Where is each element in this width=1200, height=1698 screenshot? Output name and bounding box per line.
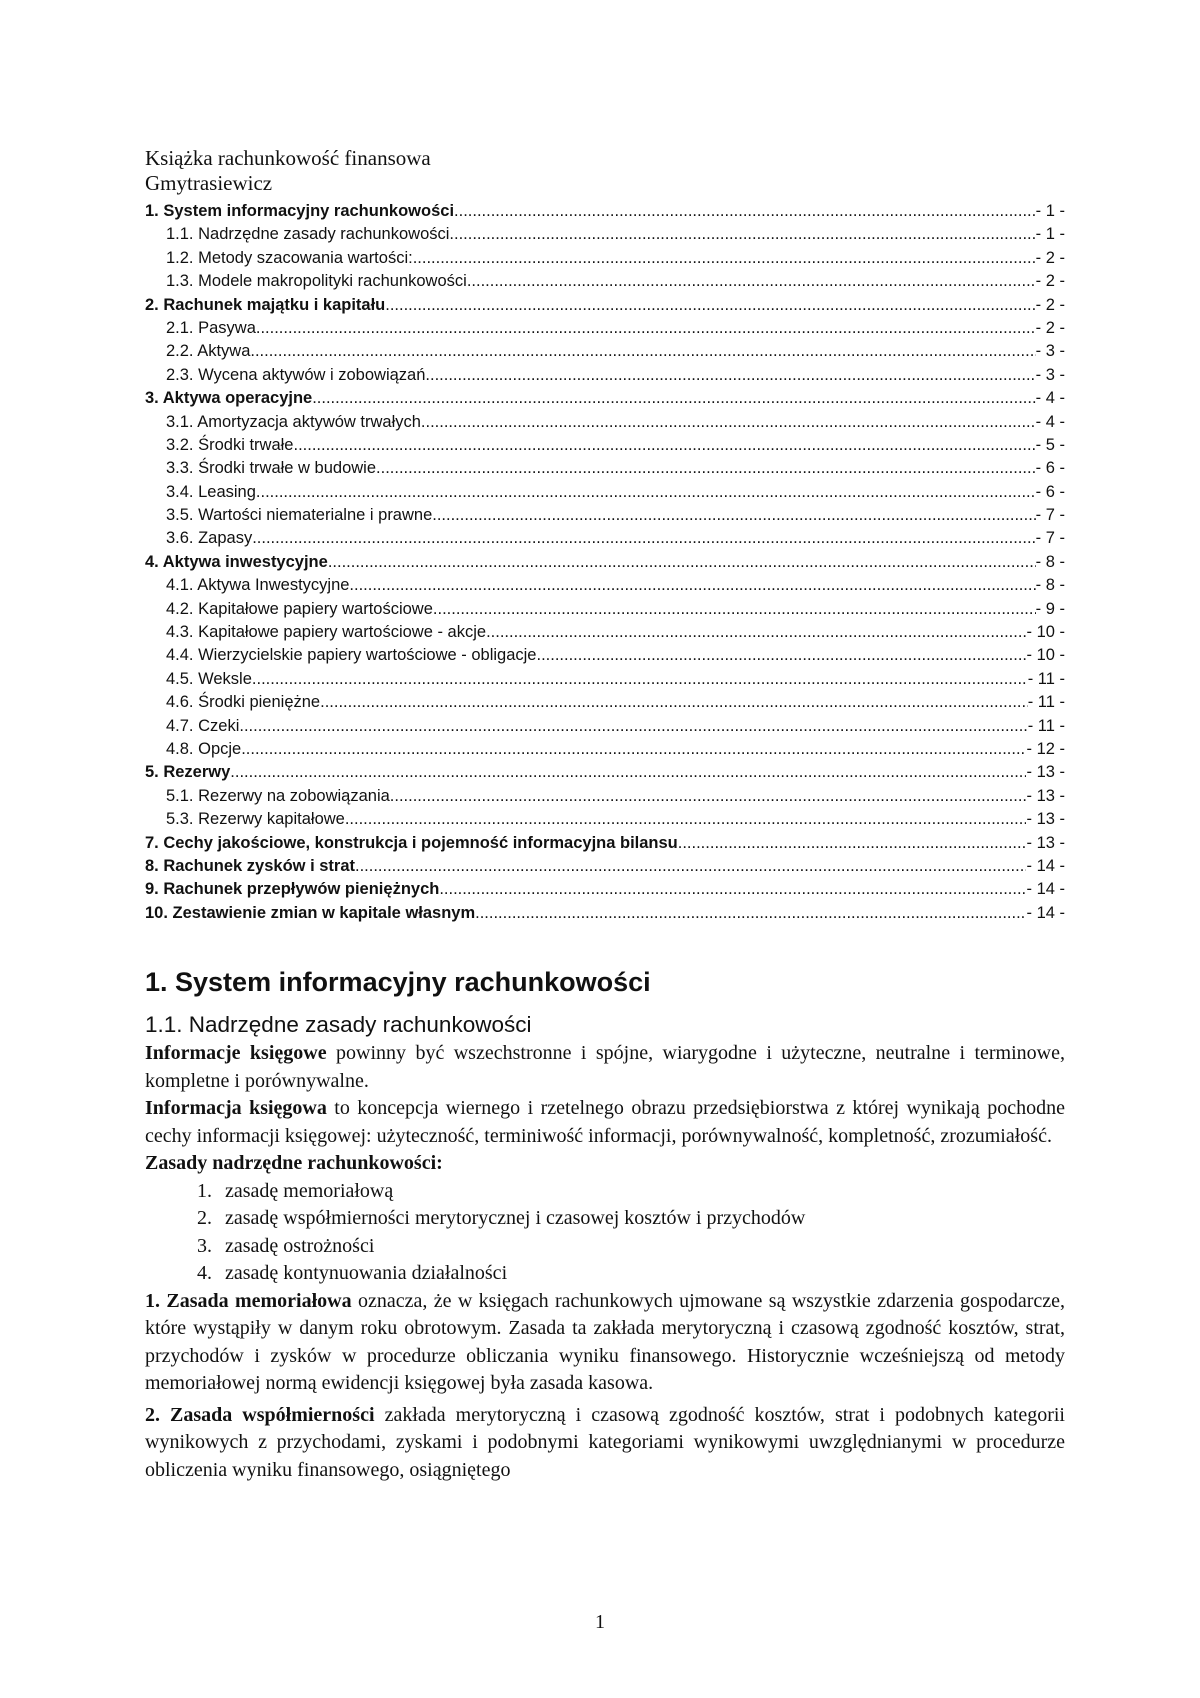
toc-entry-title: 1. System informacyjny rachunkowości bbox=[145, 201, 455, 220]
toc-entry-page: - 6 - bbox=[1035, 459, 1065, 478]
toc-entry[interactable] bbox=[145, 574, 1065, 597]
toc-entry-page: - 13 - bbox=[1026, 763, 1065, 782]
toc-entry-title: 3.6. Zapasy bbox=[166, 529, 253, 548]
toc-entry-title: 2.3. Wycena aktywów i zobowiązań bbox=[166, 365, 426, 384]
toc-leader-dots bbox=[413, 247, 1036, 270]
toc-entry-title: 3.5. Wartości niematerialne i prawne bbox=[166, 506, 433, 525]
toc-entry-title: 1.3. Modele makropolityki rachunkowości bbox=[166, 272, 467, 291]
toc-leader-dots bbox=[241, 738, 1026, 761]
toc-entry[interactable] bbox=[145, 457, 1065, 480]
toc-entry-page: - 1 - bbox=[1035, 201, 1065, 220]
principles-heading bbox=[145, 1150, 1065, 1178]
toc-leader-dots bbox=[439, 878, 1026, 901]
toc-entry-title: 2. Rachunek majątku i kapitału bbox=[145, 295, 386, 314]
toc-entry-title: 1.1. Nadrzędne zasady rachunkowości bbox=[166, 225, 450, 244]
toc-entry-title: 4. Aktywa inwestycyjne bbox=[145, 552, 328, 571]
toc-entry-page: - 3 - bbox=[1035, 365, 1065, 384]
toc-entry-page: - 4 - bbox=[1035, 389, 1065, 408]
toc-entry-page: - 11 - bbox=[1027, 693, 1065, 712]
toc-entry[interactable] bbox=[145, 200, 1065, 223]
toc-entry-page: - 14 - bbox=[1026, 903, 1065, 922]
toc-leader-dots bbox=[252, 668, 1028, 691]
toc-entry-title: 4.7. Czeki bbox=[166, 716, 240, 735]
toc-entry[interactable] bbox=[145, 223, 1065, 246]
toc-leader-dots bbox=[425, 364, 1035, 387]
toc-leader-dots bbox=[256, 481, 1036, 504]
toc-entry[interactable] bbox=[145, 878, 1065, 901]
paragraph-text: oznacza, że w księgach rachunkowych ujmowane są wszystkie zdarzenia gospodarcze, które wystąpiły w danym roku obrotowym. Zasada ta zakłada merytoryczną i czasową zgodność kosztów, strat, przychodów i zysków w procedurze obliczania wyniku finansowego. Historycznie wcześniejszą od metody memoriałowej normą ewidencji księgowej była zasada kasowa. bbox=[145, 1289, 1065, 1395]
toc-entry[interactable] bbox=[145, 340, 1065, 363]
toc-leader-dots bbox=[252, 527, 1035, 550]
toc-entry[interactable] bbox=[145, 621, 1065, 644]
toc-entry[interactable] bbox=[145, 785, 1065, 808]
table-of-contents bbox=[145, 200, 1065, 925]
toc-leader-dots bbox=[230, 761, 1026, 784]
toc-entry[interactable] bbox=[145, 715, 1065, 738]
toc-entry-title: 5.3. Rezerwy kapitałowe bbox=[166, 810, 345, 829]
toc-entry-title: 3.1. Amortyzacja aktywów trwałych bbox=[166, 412, 421, 431]
document-author: Gmytrasiewicz bbox=[145, 171, 273, 195]
toc-leader-dots bbox=[678, 832, 1027, 855]
toc-leader-dots bbox=[250, 340, 1035, 363]
toc-entry-title: 5.1. Rezerwy na zobowiązania bbox=[166, 786, 390, 805]
toc-entry[interactable] bbox=[145, 270, 1065, 293]
toc-entry-title: 3.2. Środki trwałe bbox=[166, 435, 294, 454]
paragraph-informacje bbox=[145, 1040, 1065, 1095]
toc-entry[interactable] bbox=[145, 738, 1065, 761]
toc-entry-page: - 7 - bbox=[1035, 506, 1065, 525]
toc-entry[interactable] bbox=[145, 294, 1065, 317]
toc-entry[interactable] bbox=[145, 761, 1065, 784]
toc-entry-page: - 12 - bbox=[1026, 739, 1065, 758]
toc-entry[interactable] bbox=[145, 247, 1065, 270]
toc-entry-page: - 2 - bbox=[1035, 272, 1065, 291]
term-zasada-memorialowa: 1. Zasada memoriałowa bbox=[145, 1289, 352, 1312]
toc-entry[interactable] bbox=[145, 668, 1065, 691]
toc-entry-page: - 8 - bbox=[1035, 576, 1065, 595]
list-item: 2. zasadę współmierności merytorycznej i czasowej kosztów i przychodów bbox=[217, 1205, 1065, 1233]
toc-entry-title: 8. Rachunek zysków i strat bbox=[145, 856, 355, 875]
toc-entry-page: - 10 - bbox=[1026, 646, 1065, 665]
subsection-heading: 1.1. Nadrzędne zasady rachunkowości bbox=[145, 1012, 532, 1038]
toc-entry[interactable] bbox=[145, 691, 1065, 714]
list-item: 3. zasadę ostrożności bbox=[217, 1233, 1065, 1261]
paragraph-text: powinny być wszechstronne i spójne, wiarygodne i użyteczne, neutralne i terminowe, kompletne i porównywalne. bbox=[145, 1042, 1065, 1092]
toc-entry-page: - 6 - bbox=[1035, 482, 1065, 501]
toc-entry-page: - 4 - bbox=[1035, 412, 1065, 431]
toc-entry-page: - 2 - bbox=[1035, 318, 1065, 337]
toc-entry-title: 3. Aktywa operacyjne bbox=[145, 389, 313, 408]
toc-entry-title: 2.1. Pasywa bbox=[166, 318, 256, 337]
toc-entry-page: - 11 - bbox=[1027, 716, 1065, 735]
toc-entry-title: 4.4. Wierzycielskie papiery wartościowe - obligacje bbox=[166, 646, 537, 665]
toc-entry-title: 3.3. Środki trwałe w budowie bbox=[166, 459, 377, 478]
principles-list bbox=[145, 1178, 1065, 1288]
toc-entry-page: - 13 - bbox=[1026, 833, 1065, 852]
toc-leader-dots bbox=[320, 691, 1028, 714]
toc-entry-page: - 13 - bbox=[1026, 786, 1065, 805]
paragraph-memorialowa bbox=[145, 1288, 1065, 1398]
toc-entry[interactable] bbox=[145, 644, 1065, 667]
toc-entry-title: 3.4. Leasing bbox=[166, 482, 256, 501]
toc-entry[interactable] bbox=[145, 504, 1065, 527]
toc-entry-title: 4.3. Kapitałowe papiery wartościowe - akcje bbox=[166, 623, 487, 642]
toc-entry-page: - 3 - bbox=[1035, 342, 1065, 361]
toc-entry-page: - 14 - bbox=[1026, 880, 1065, 899]
toc-entry[interactable] bbox=[145, 902, 1065, 925]
paragraph-wspolmiernosc bbox=[145, 1402, 1065, 1485]
toc-entry-title: 10. Zestawienie zmian w kapitale własnym bbox=[145, 903, 476, 922]
toc-entry-page: - 13 - bbox=[1026, 810, 1065, 829]
toc-leader-dots bbox=[355, 855, 1026, 878]
toc-leader-dots bbox=[421, 411, 1036, 434]
toc-leader-dots bbox=[536, 644, 1026, 667]
term-informacje-ksiegowe: Informacje księgowe bbox=[145, 1042, 327, 1065]
toc-entry-page: - 2 - bbox=[1035, 295, 1065, 314]
toc-entry[interactable] bbox=[145, 551, 1065, 574]
toc-entry-page: - 2 - bbox=[1035, 248, 1065, 267]
toc-leader-dots bbox=[454, 200, 1036, 223]
toc-entry-title: 4.8. Opcje bbox=[166, 739, 242, 758]
page-number: 1 bbox=[595, 1611, 605, 1633]
toc-leader-dots bbox=[390, 785, 1027, 808]
toc-entry-page: - 10 - bbox=[1026, 623, 1065, 642]
list-item: 1. zasadę memoriałową bbox=[217, 1178, 1065, 1206]
toc-leader-dots bbox=[349, 574, 1035, 597]
list-item: 4. zasadę kontynuowania działalności bbox=[217, 1260, 1065, 1288]
document-title: Książka rachunkowość finansowa bbox=[145, 146, 431, 170]
toc-entry-title: 4.6. Środki pieniężne bbox=[166, 693, 321, 712]
toc-entry-title: 4.2. Kapitałowe papiery wartościowe bbox=[166, 599, 433, 618]
page-content bbox=[145, 146, 1065, 1484]
toc-entry[interactable] bbox=[145, 527, 1065, 550]
toc-leader-dots bbox=[467, 270, 1036, 293]
toc-entry-title: 9. Rachunek przepływów pieniężnych bbox=[145, 880, 440, 899]
toc-entry[interactable] bbox=[145, 387, 1065, 410]
paragraph-text: to koncepcja wiernego i rzetelnego obrazu przedsiębiorstwa z której wynikają pochodne cechy informacji księgowej: użyteczność, terminiwość informacji, porównywalność, kompletność, zrozumiałość. bbox=[145, 1097, 1065, 1147]
toc-leader-dots bbox=[385, 294, 1035, 317]
toc-leader-dots bbox=[475, 902, 1026, 925]
toc-leader-dots bbox=[432, 504, 1035, 527]
toc-entry-title: 5. Rezerwy bbox=[145, 763, 231, 782]
toc-entry-title: 7. Cechy jakościowe, konstrukcja i pojemność informacyjna bilansu bbox=[145, 833, 678, 852]
toc-entry-page: - 9 - bbox=[1035, 599, 1065, 618]
paragraph-text: zakłada merytoryczną i czasową zgodność kosztów, strat i podobnych kategorii wynikowych z przychodami, zyskami i podobnymi kategoriami wynikowymi uwzględnianymi w procedurze obliczenia wyniku finansowego, osiągniętego bbox=[145, 1403, 1065, 1481]
toc-entry-page: - 14 - bbox=[1026, 856, 1065, 875]
toc-leader-dots bbox=[328, 551, 1036, 574]
toc-entry-title: 4.5. Weksle bbox=[166, 669, 252, 688]
toc-entry-page: - 7 - bbox=[1035, 529, 1065, 548]
toc-entry[interactable] bbox=[145, 598, 1065, 621]
toc-entry[interactable] bbox=[145, 481, 1065, 504]
toc-entry-title: 1.2. Metody szacowania wartości: bbox=[166, 248, 413, 267]
toc-entry[interactable] bbox=[145, 411, 1065, 434]
principles-heading-text: Zasady nadrzędne rachunkowości: bbox=[145, 1152, 443, 1175]
toc-entry-page: - 1 - bbox=[1035, 225, 1065, 244]
toc-entry-page: - 5 - bbox=[1035, 435, 1065, 454]
toc-entry[interactable] bbox=[145, 855, 1065, 878]
term-zasada-wspolmiernosci: 2. Zasada współmierności bbox=[145, 1403, 375, 1426]
toc-leader-dots bbox=[449, 223, 1035, 246]
term-informacja-ksiegowa: Informacja księgowa bbox=[145, 1097, 327, 1120]
toc-leader-dots bbox=[345, 808, 1027, 831]
toc-leader-dots bbox=[433, 598, 1036, 621]
toc-entry-page: - 11 - bbox=[1027, 669, 1065, 688]
toc-entry[interactable] bbox=[145, 832, 1065, 855]
toc-leader-dots bbox=[312, 387, 1035, 410]
toc-leader-dots bbox=[486, 621, 1026, 644]
toc-leader-dots bbox=[293, 434, 1035, 457]
toc-leader-dots bbox=[239, 715, 1027, 738]
toc-entry-title: 2.2. Aktywa bbox=[166, 342, 251, 361]
toc-entry-page: - 8 - bbox=[1035, 552, 1065, 571]
section-heading: 1. System informacyjny rachunkowości bbox=[145, 967, 651, 998]
toc-leader-dots bbox=[376, 457, 1036, 480]
toc-leader-dots bbox=[256, 317, 1036, 340]
toc-entry[interactable] bbox=[145, 364, 1065, 387]
toc-entry[interactable] bbox=[145, 317, 1065, 340]
toc-entry-title: 4.1. Aktywa Inwestycyjne bbox=[166, 576, 350, 595]
toc-entry[interactable] bbox=[145, 434, 1065, 457]
toc-entry[interactable] bbox=[145, 808, 1065, 831]
paragraph-informacja bbox=[145, 1095, 1065, 1150]
